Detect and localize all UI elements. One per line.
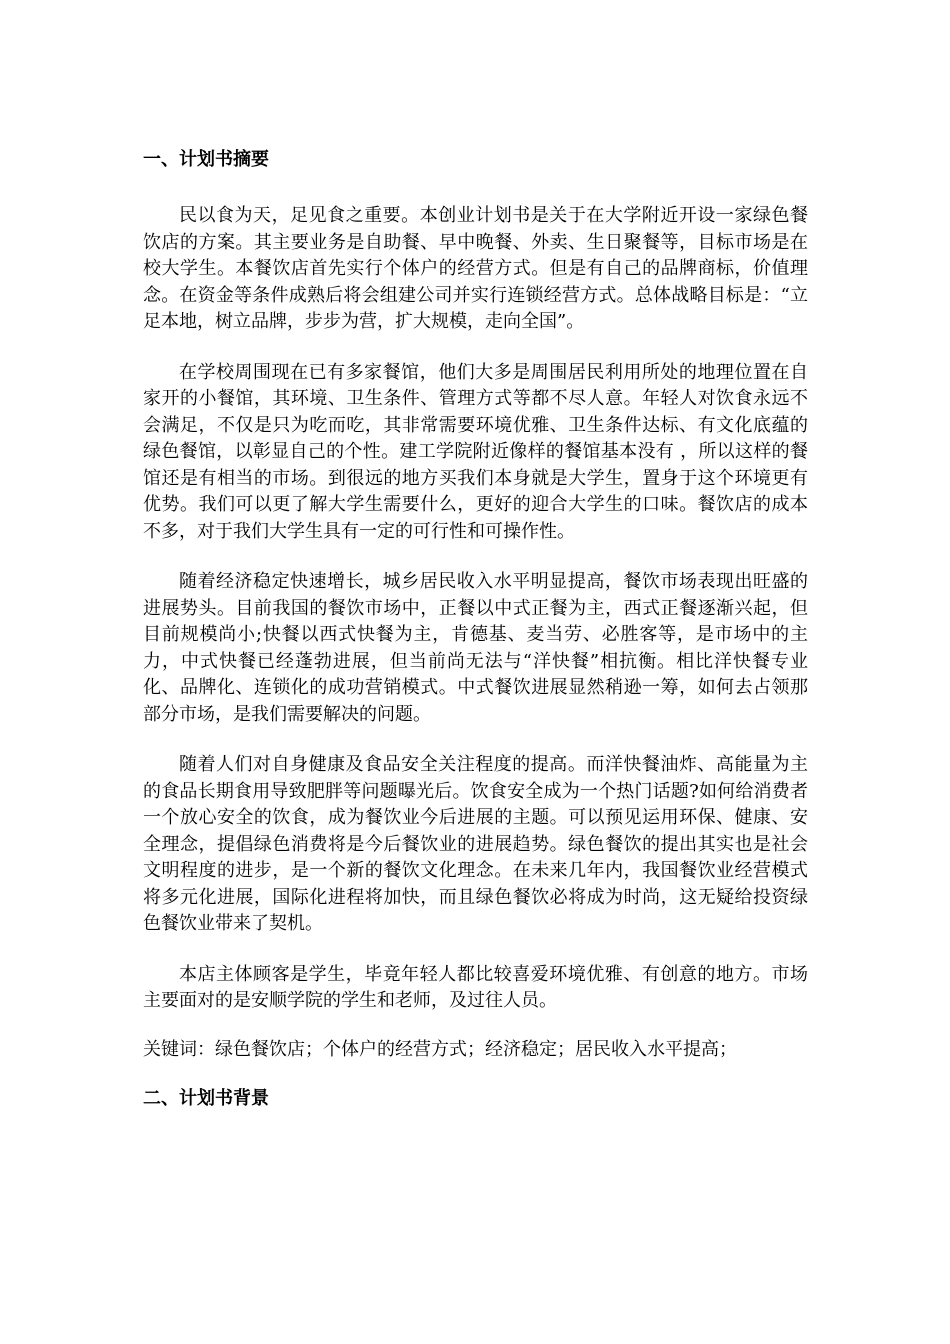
section2-heading: 二、计划书背景: [143, 1088, 269, 1109]
keywords-line: 关键词：绿色餐饮店；个体户的经营方式；经济稳定；居民收入水平提高；: [143, 1038, 737, 1060]
section1-heading: 一、计划书摘要: [143, 149, 269, 170]
paragraph-1: 民以食为天，足见食之重要。本创业计划书是关于在大学附近开设一家绿色餐饮店的方案。其主要业务是自助餐、早中晚餐、外卖、生日聚餐等，目标市场是在校大学生。本餐饮店首先实行个体户的经营方式。但是有自己的品牌商标，价值理念。在资金等条件成熟后将会组建公司并实行连锁经营方式。总体战略目标是：“立足本地，树立品牌，步步为营，扩大规模，走向全国”。: [143, 205, 808, 332]
paragraph-4: 随着人们对自身健康及食品安全关注程度的提高。而洋快餐油炸、高能量为主的食品长期食用导致肥胖等问题曝光后。饮食安全成为一个热门话题?如何给消费者一个放心安全的饮食，成为餐饮业今后进展的主题。可以预见运用环保、健康、安全理念，提倡绿色消费将是今后餐饮业的进展趋势。绿色餐饮的提出其实也是社会文明程度的进步，是一个新的餐饮文化理念。在未来几年内，我国餐饮业经营模式将多元化进展，国际化进程将加快，而且绿色餐饮必将成为时尚，这无疑给投资绿色餐饮业带来了契机。: [143, 754, 808, 934]
paragraph-3: 随着经济稳定快速增长，城乡居民收入水平明显提高，餐饮市场表现出旺盛的进展势头。目前我国的餐饮市场中，正餐以中式正餐为主，西式正餐逐渐兴起，但目前规模尚小;快餐以西式快餐为主，肯德基、麦当劳、必胜客等，是市场中的主力，中式快餐已经蓬勃进展，但当前尚无法与“洋快餐”相抗衡。相比洋快餐专业化、品牌化、连锁化的成功营销模式。中式餐饮进展显然稍逊一筹，如何去占领那部分市场，是我们需要解决的问题。: [143, 571, 808, 725]
paragraph-5: 本店主体顾客是学生，毕竟年轻人都比较喜爱环境优雅、有创意的地方。市场主要面对的是安顺学院的学生和老师，及过往人员。: [143, 963, 808, 1011]
paragraph-2: 在学校周围现在已有多家餐馆，他们大多是周围居民利用所处的地理位置在自家开的小餐馆，其环境、卫生条件、管理方式等都不尽人意。年轻人对饮食永远不会满足，不仅是只为吃而吃，其非常需要环境优雅、卫生条件达标、有文化底蕴的绿色餐馆，以彰显自己的个性。建工学院附近像样的餐馆基本没有 ，所以这样的餐馆还是有相当的市场。到很远的地方买我们本身就是大学生，置身于这个环境更有优势。我们可以更了解大学生需要什么，更好的迎合大学生的口味。餐饮店的成本不多，对于我们大学生具有一定的可行性和可操作性。: [143, 361, 808, 542]
document-page: [143, 148, 808, 1111]
